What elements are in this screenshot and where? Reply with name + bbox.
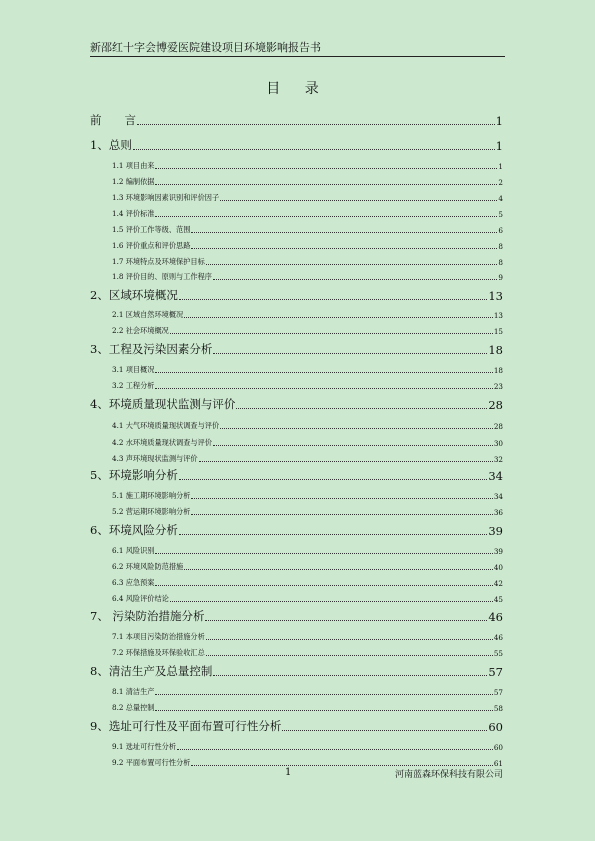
toc-entry-page: 58 [493,704,503,713]
toc-section-entry[interactable] [90,647,503,658]
toc-entry-page: 60 [488,720,503,734]
toc-entry-page: 4 [498,194,503,203]
toc-entry-title: 6.1 风险识别 [112,546,155,555]
toc-entry-title: 4.3 声环境现状监测与评价 [112,454,198,463]
toc-section-entry[interactable] [90,631,503,642]
toc-section-entry[interactable] [90,453,503,464]
toc-section-entry[interactable] [90,561,503,572]
toc-entry-page: 34 [488,469,503,483]
toc-entry-page: 42 [493,579,503,588]
toc-entry-title: 1.2 编制依据 [112,177,155,186]
toc-entry-title: 4、环境质量现状监测与评价 [90,397,236,411]
toc-entry-page: 9 [498,273,503,282]
toc-leader-dots [184,317,493,318]
toc-entry-title: 3.2 工程分析 [112,381,155,390]
toc-leader-dots [205,620,487,621]
toc-leader-dots [191,514,492,515]
toc-section-entry[interactable] [90,160,503,171]
toc-entry-page: 8 [498,242,503,251]
toc-entry-page: 39 [493,547,503,556]
toc-leader-dots [191,765,492,766]
toc-section-entry[interactable] [90,702,503,713]
toc-section-entry[interactable] [90,545,503,556]
toc-entry-title: 1.7 环境特点及环境保护目标 [112,257,205,266]
toc-leader-dots [155,553,492,554]
toc-chapter-entry[interactable] [90,137,503,153]
toc-entry-page: 6 [498,226,503,235]
toc-entry-title: 1.3 环境影响因素识别和评价因子 [112,193,220,202]
toc-entry-page: 28 [488,398,503,412]
toc-section-entry[interactable] [90,686,503,697]
toc-entry-page: 18 [488,343,503,357]
toc-leader-dots [220,428,493,429]
toc-entry-title: 1.8 评价目的、原则与工作程序 [112,272,212,281]
toc-entry-page: 13 [488,289,503,303]
toc-entry-page: 30 [493,439,503,448]
toc-entry-title: 5.2 营运期环境影响分析 [112,507,191,516]
toc-entry-title: 2.2 社会环境概况 [112,326,169,335]
toc-leader-dots [170,601,493,602]
page-title: 目 录 [266,81,329,97]
toc-section-entry[interactable] [90,380,503,391]
toc-leader-dots [170,333,493,334]
toc-entry-title: 前 言 [90,113,136,127]
toc-entry-page: 55 [493,649,503,658]
toc-entry-page: 8 [498,258,503,267]
toc-chapter-entry[interactable] [90,287,503,303]
toc-leader-dots [213,675,487,676]
toc-entry-page: 39 [488,524,503,538]
toc-leader-dots [179,534,488,535]
toc-leader-dots [155,388,492,389]
toc-entry-page: 32 [493,455,503,464]
toc-section-entry[interactable] [90,208,503,219]
toc-section-entry[interactable] [90,490,503,501]
toc-leader-dots [206,639,493,640]
toc-entry-title: 7.1 本项目污染防治措施分析 [112,632,205,641]
toc-section-entry[interactable] [90,240,503,251]
toc-entry-title: 3.1 项目概况 [112,365,155,374]
toc-entry-title: 6.4 风险评价结论 [112,594,169,603]
toc-entry-page: 1 [495,114,503,128]
toc-entry-title: 5、环境影响分析 [90,468,178,482]
toc-section-entry[interactable] [90,325,503,336]
toc-leader-dots [236,408,487,409]
toc-entry-title: 8、清洁生产及总量控制 [90,664,213,678]
toc-chapter-entry[interactable] [90,467,503,483]
toc-entry-page: 28 [493,422,503,431]
toc-section-entry[interactable] [90,593,503,604]
toc-section-entry[interactable] [90,506,503,517]
toc-section-entry[interactable] [90,741,503,752]
toc-leader-dots [213,445,493,446]
toc-section-entry[interactable] [90,309,503,320]
toc-leader-dots [155,184,497,185]
toc-leader-dots [137,124,495,125]
toc-entry-page: 1 [498,162,503,171]
toc-entry-page: 45 [493,595,503,604]
toc-leader-dots [191,498,492,499]
toc-leader-dots [206,264,498,265]
company-name: 河南蓝森环保科技有限公司 [395,770,504,780]
toc-leader-dots [220,200,497,201]
toc-leader-dots [191,248,497,249]
toc-chapter-entry[interactable] [90,608,503,624]
toc-entry-page: 15 [493,327,503,336]
toc-entry-title: 6.3 应急预案 [112,578,155,587]
toc-entry-title: 1.5 评价工作等级、范围 [112,225,191,234]
toc-leader-dots [213,279,497,280]
toc-leader-dots [282,730,487,731]
toc-entry-title: 7.2 环保措施及环保验收汇总 [112,648,205,657]
toc-entry-title: 4.1 大气环境质量现状调查与评价 [112,421,220,430]
toc-entry-title: 4.2 水环境质量现状调查与评价 [112,438,212,447]
toc-entry-page: 61 [493,759,503,768]
toc-entry-title: 1、总则 [90,138,132,152]
toc-entry-page: 57 [493,688,503,697]
toc-entry-page: 40 [493,563,503,572]
toc-entry-title: 1.1 项目由来 [112,161,155,170]
toc-entry-title: 2.1 区域自然环境概况 [112,310,184,319]
toc-section-entry[interactable] [90,577,503,588]
toc-entry-title: 6、环境风险分析 [90,523,178,537]
toc-entry-title: 6.2 环境风险防范措施 [112,562,184,571]
toc-entry-title: 8.2 总量控制 [112,703,155,712]
toc-entry-title: 9.1 选址可行性分析 [112,742,177,751]
toc-leader-dots [206,655,493,656]
toc-chapter-entry[interactable] [90,663,503,679]
toc-entry-page: 1 [495,139,503,153]
toc-entry-page: 5 [498,210,503,219]
toc-section-entry[interactable] [90,192,503,203]
toc-section-entry[interactable] [90,437,503,448]
toc-entry-title: 9、选址可行性及平面布置可行性分析 [90,719,282,733]
toc-entry-page: 13 [493,311,503,320]
toc-entry-title: 1.6 评价重点和评价思路 [112,241,191,250]
toc-leader-dots [179,479,488,480]
toc-chapter-entry[interactable] [90,341,503,357]
toc-section-entry[interactable] [90,176,503,187]
toc-entry-title: 9.2 平面布置可行性分析 [112,758,191,767]
toc-chapter-entry[interactable] [90,112,503,128]
toc-leader-dots [184,569,493,570]
toc-entry-page: 57 [488,665,503,679]
page-number: 1 [285,767,292,778]
running-header: 新邵红十字会博爱医院建设项目环境影响报告书 [90,41,505,57]
toc-leader-dots [199,461,493,462]
toc-leader-dots [177,749,493,750]
toc-leader-dots [155,585,492,586]
toc-leader-dots [179,299,488,300]
toc-leader-dots [155,694,492,695]
toc-entry-page: 46 [488,610,503,624]
toc-section-entry[interactable] [90,256,503,267]
toc-leader-dots [133,149,495,150]
toc-section-entry[interactable] [90,224,503,235]
toc-entry-title: 7、 污染防治措施分析 [90,609,205,623]
toc-section-entry[interactable] [90,364,503,375]
toc-entry-title: 5.1 施工期环境影响分析 [112,491,191,500]
toc-entry-title: 1.4 评价标准 [112,209,155,218]
toc-entry-page: 60 [493,743,503,752]
toc-section-entry[interactable] [90,271,503,282]
toc-chapter-entry[interactable] [90,396,503,412]
toc-entry-page: 36 [493,508,503,517]
toc-leader-dots [155,168,497,169]
toc-leader-dots [155,216,497,217]
toc-entry-page: 18 [493,366,503,375]
toc-chapter-entry[interactable] [90,522,503,538]
toc-entry-page: 46 [493,633,503,642]
toc-entry-page: 23 [493,382,503,391]
toc-entry-title: 2、区域环境概况 [90,288,178,302]
toc-entry-title: 3、工程及污染因素分析 [90,342,213,356]
toc-entry-page: 34 [493,492,503,501]
toc-entry-title: 8.1 清洁生产 [112,687,155,696]
toc-leader-dots [191,232,497,233]
toc-leader-dots [155,372,492,373]
toc-entry-page: 2 [498,178,503,187]
toc-chapter-entry[interactable] [90,718,503,734]
toc-leader-dots [213,353,487,354]
toc-leader-dots [155,710,492,711]
toc-section-entry[interactable] [90,420,503,431]
